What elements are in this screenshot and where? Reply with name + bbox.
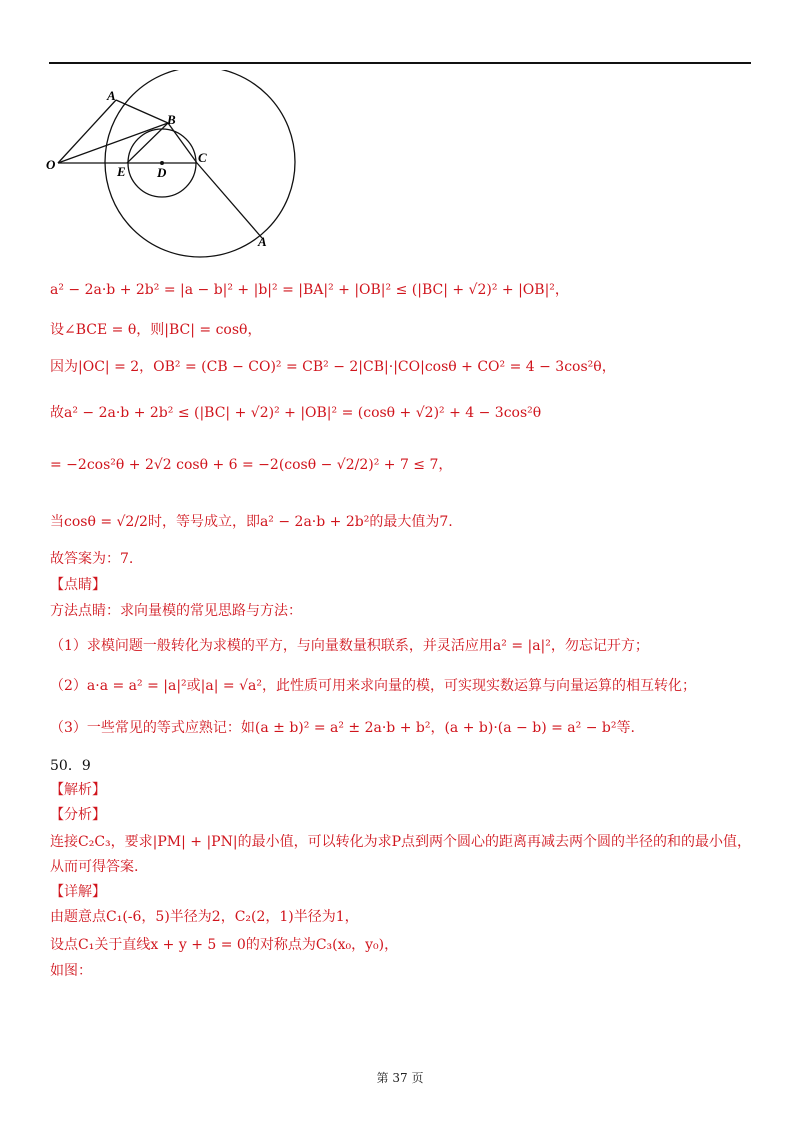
solution-line-5: = −2cos²θ + 2√2 cosθ + 6 = −2(cosθ − √2/2)² + 7 ≤ 7， [50, 457, 453, 473]
section-dianjing: 【点睛】 [50, 577, 106, 593]
label-C: C [198, 150, 207, 165]
section-xiangjie: 【详解】 [50, 884, 106, 900]
segment-CA [197, 163, 262, 238]
label-D: D [157, 165, 167, 180]
label-A-top: A [107, 88, 116, 103]
geometry-figure [40, 70, 340, 270]
page-number: 第 37 页 [376, 1071, 424, 1085]
solution-line-4: 故a² − 2a·b + 2b² ≤ (|BC| + √2)² + |OB|² = (cosθ + √2)² + 4 − 3cos²θ [50, 405, 542, 421]
segment-EB [127, 123, 168, 163]
detail-line-1: 由题意点C₁(-6，5)半径为2，C₂(2，1)半径为1， [50, 909, 359, 925]
section-fenxi: 【分析】 [50, 807, 106, 823]
solution-line-2: 设∠BCE = θ，则|BC| = cosθ， [50, 322, 262, 338]
answer-line: 故答案为：7. [50, 551, 134, 567]
segment-BC [168, 123, 197, 163]
method-item-2: （2）a·a = a² = |a|²或|a| = √a²，此性质可用来求向量的模，可实现实数运算与向量运算的相互转化； [50, 678, 696, 694]
segment-AB [116, 100, 168, 123]
segment-OB [58, 123, 168, 163]
solution-line-3: 因为|OC| = 2，OB² = (CB − CO)² = CB² − 2|CB|·|CO|cosθ + CO² = 4 − 3cos²θ， [50, 359, 616, 375]
label-O: O [46, 157, 56, 172]
analysis-line-1: 连接C₂C₃，要求|PM| + |PN|的最小值，可以转化为求P点到两个圆心的距离再减去两个圆的半径的和的最小值， [50, 834, 751, 850]
label-B: B [167, 112, 176, 127]
label-E: E [117, 164, 126, 179]
header-rule [49, 62, 751, 64]
solution-line-1: a² − 2a·b + 2b² = |a − b|² + |b|² = |BA|² + |OB|² ≤ (|BC| + √2)² + |OB|²， [50, 282, 569, 298]
detail-line-3: 如图： [50, 963, 92, 979]
detail-line-2: 设点C₁关于直线x + y + 5 = 0的对称点为C₃(x₀，y₀)， [50, 937, 399, 953]
method-title: 方法点睛：求向量模的常见思路与方法： [50, 603, 302, 619]
segment-OA [58, 100, 116, 163]
question-number: 50．9 [50, 758, 91, 774]
analysis-line-2: 从而可得答案. [50, 859, 139, 875]
label-A-bottom: A [258, 234, 267, 249]
solution-line-6: 当cosθ = √2/2时，等号成立，即a² − 2a·b + 2b²的最大值为7. [50, 514, 453, 530]
section-jiexi: 【解析】 [50, 782, 106, 798]
method-item-1: （1）求模问题一般转化为求模的平方，与向量数量积联系，并灵活应用a² = |a|²，勿忘记开方； [50, 638, 649, 654]
method-item-3: （3）一些常见的等式应熟记：如(a ± b)² = a² ± 2a·b + b²，(a + b)·(a − b) = a² − b²等. [50, 720, 635, 736]
